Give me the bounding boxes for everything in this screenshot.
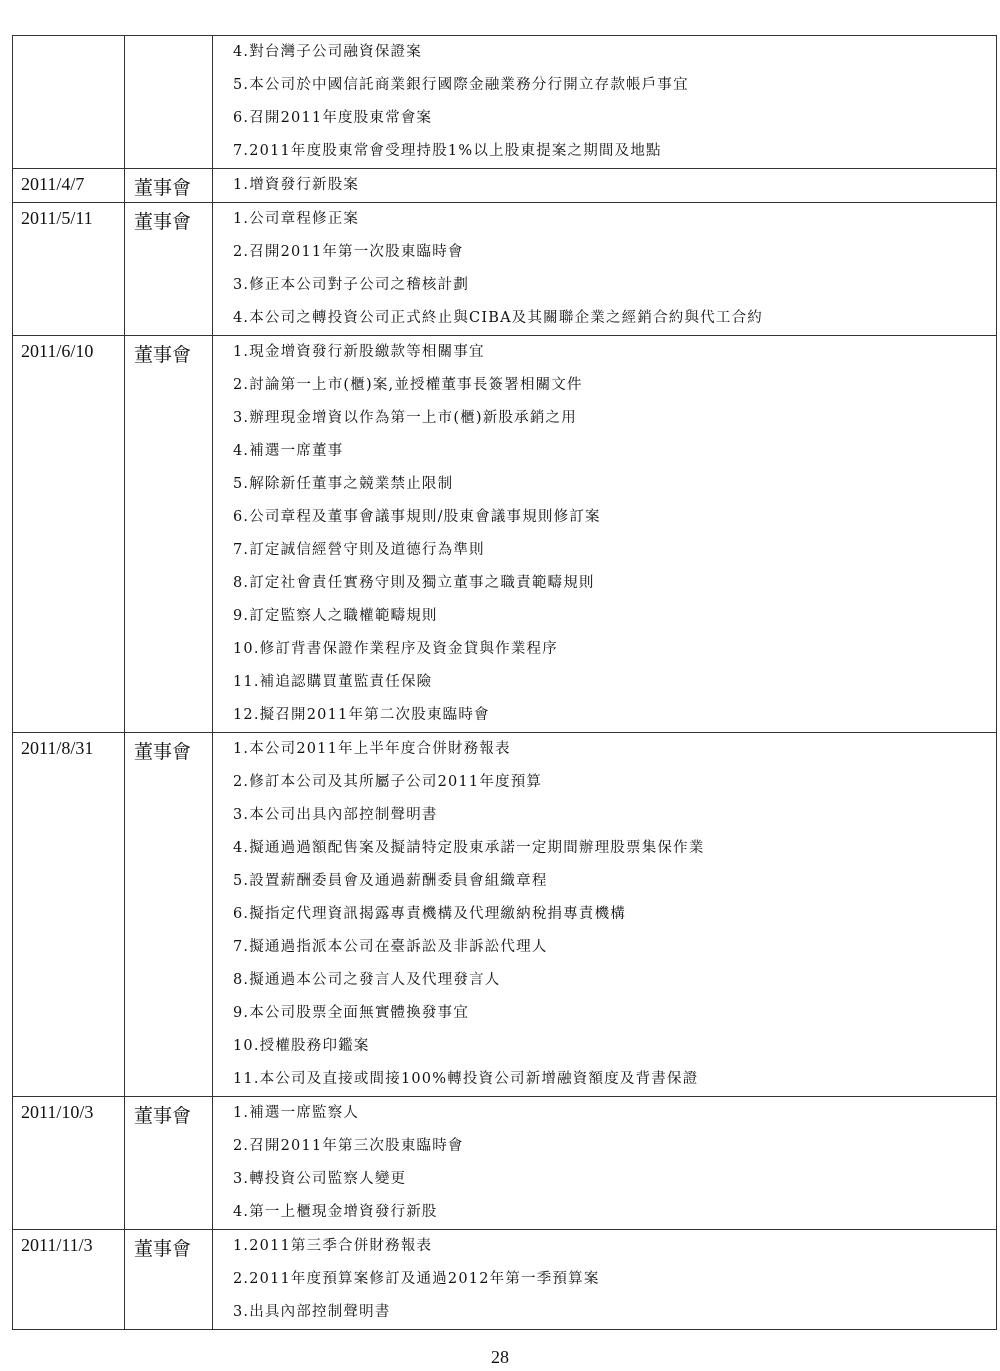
- resolution-item: 6.公司章程及董事會議事規則/股東會議事規則修訂案: [233, 509, 601, 525]
- resolution-item: 5.設置薪酬委員會及通過薪酬委員會組織章程: [233, 873, 548, 889]
- resolution-item: 4.對台灣子公司融資保證案: [233, 44, 422, 60]
- resolution-item: 4.擬通過過額配售案及擬請特定股東承諾一定期間辦理股票集保作業: [233, 840, 705, 856]
- page-number: 28: [491, 1347, 509, 1367]
- resolution-item: 8.擬通過本公司之發言人及代理發言人: [233, 972, 501, 988]
- resolution-item: 1.現金增資發行新股繳款等相關事宜: [233, 344, 485, 360]
- resolution-item: 1.增資發行新股案: [233, 177, 360, 193]
- resolution-item: 3.轉投資公司監察人變更: [233, 1171, 407, 1187]
- resolution-item: 1.公司章程修正案: [233, 211, 360, 227]
- resolution-item: 7.擬通過指派本公司在臺訴訟及非訴訟代理人: [233, 939, 548, 955]
- resolutions-cell: [213, 733, 997, 1097]
- resolution-item: 11.補追認購買董監責任保險: [233, 674, 433, 690]
- resolution-item: 1.補選一席監察人: [233, 1105, 360, 1121]
- meeting-date-cell: 2011/4/7: [13, 169, 125, 203]
- table-row: [13, 336, 997, 733]
- meeting-body-cell: 董事會: [125, 733, 213, 1097]
- resolution-list: [213, 336, 996, 732]
- table-row: [13, 203, 997, 336]
- meeting-body-cell: 董事會: [125, 169, 213, 203]
- resolution-item: 4.本公司之轉投資公司正式終止與CIBA及其關聯企業之經銷合約與代工合約: [233, 310, 763, 326]
- resolution-item: 2.討論第一上市(櫃)案,並授權董事長簽署相關文件: [233, 377, 583, 393]
- resolution-item: 3.本公司出具內部控制聲明書: [233, 807, 438, 823]
- resolution-item: 9.訂定監察人之職權範疇規則: [233, 608, 438, 624]
- resolution-item: 2.召開2011年第三次股東臨時會: [233, 1138, 464, 1154]
- resolution-item: 2.召開2011年第一次股東臨時會: [233, 244, 464, 260]
- meeting-body-cell: [125, 36, 213, 169]
- resolution-item: 4.補選一席董事: [233, 443, 344, 459]
- resolution-item: 12.擬召開2011年第二次股東臨時會: [233, 707, 490, 723]
- table-row: [13, 1097, 997, 1230]
- resolution-item: 7.2011年度股東常會受理持股1%以上股東提案之期間及地點: [233, 143, 662, 159]
- resolution-list: [213, 203, 996, 335]
- resolutions-cell: [213, 169, 997, 203]
- resolution-list: [213, 36, 996, 168]
- meeting-body-cell: 董事會: [125, 336, 213, 733]
- table-body: [13, 36, 997, 1330]
- meeting-body-cell: 董事會: [125, 203, 213, 336]
- resolution-item: 9.本公司股票全面無實體換發事宜: [233, 1005, 470, 1021]
- resolution-item: 3.修正本公司對子公司之稽核計劃: [233, 277, 470, 293]
- meeting-body-cell: 董事會: [125, 1230, 213, 1330]
- resolution-item: 8.訂定社會責任實務守則及獨立董事之職責範疇規則: [233, 575, 595, 591]
- resolution-list: [213, 733, 996, 1096]
- resolution-item: 2.修訂本公司及其所屬子公司2011年度預算: [233, 774, 543, 790]
- resolution-item: 5.解除新任董事之競業禁止限制: [233, 476, 454, 492]
- meeting-body-cell: 董事會: [125, 1097, 213, 1230]
- resolution-item: 10.授權股務印鑑案: [233, 1038, 370, 1054]
- resolution-list: [213, 169, 996, 202]
- resolution-item: 5.本公司於中國信託商業銀行國際金融業務分行開立存款帳戶事宜: [233, 77, 689, 93]
- resolutions-cell: [213, 1230, 997, 1330]
- meeting-date-cell: 2011/10/3: [13, 1097, 125, 1230]
- meeting-date-cell: 2011/11/3: [13, 1230, 125, 1330]
- resolution-item: 1.本公司2011年上半年度合併財務報表: [233, 741, 511, 757]
- meeting-date-cell: 2011/8/31: [13, 733, 125, 1097]
- resolution-item: 3.辦理現金增資以作為第一上市(櫃)新股承銷之用: [233, 410, 577, 426]
- resolution-item: 2.2011年度預算案修訂及通過2012年第一季預算案: [233, 1271, 600, 1287]
- meeting-resolutions-table: [12, 35, 997, 1330]
- resolutions-cell: [213, 203, 997, 336]
- resolution-item: 7.訂定誠信經營守則及道德行為準則: [233, 542, 485, 558]
- resolution-item: 1.2011第三季合併財務報表: [233, 1238, 433, 1254]
- table-row: [13, 36, 997, 169]
- meeting-date-cell: 2011/6/10: [13, 336, 125, 733]
- meeting-date-cell: [13, 36, 125, 169]
- resolution-item: 3.出具內部控制聲明書: [233, 1304, 391, 1320]
- resolution-list: [213, 1097, 996, 1229]
- resolution-list: [213, 1230, 996, 1329]
- resolution-item: 6.擬指定代理資訊揭露專責機構及代理繳納稅捐專責機構: [233, 906, 627, 922]
- resolution-item: 11.本公司及直接或間接100%轉投資公司新增融資額度及背書保證: [233, 1071, 699, 1087]
- resolutions-cell: [213, 336, 997, 733]
- table-row: [13, 733, 997, 1097]
- resolutions-cell: [213, 36, 997, 169]
- resolutions-cell: [213, 1097, 997, 1230]
- meeting-date-cell: 2011/5/11: [13, 203, 125, 336]
- table-row: [13, 169, 997, 203]
- resolution-item: 10.修訂背書保證作業程序及資金貸與作業程序: [233, 641, 558, 657]
- resolution-item: 6.召開2011年度股東常會案: [233, 110, 433, 126]
- resolution-item: 4.第一上櫃現金增資發行新股: [233, 1204, 438, 1220]
- table-row: [13, 1230, 997, 1330]
